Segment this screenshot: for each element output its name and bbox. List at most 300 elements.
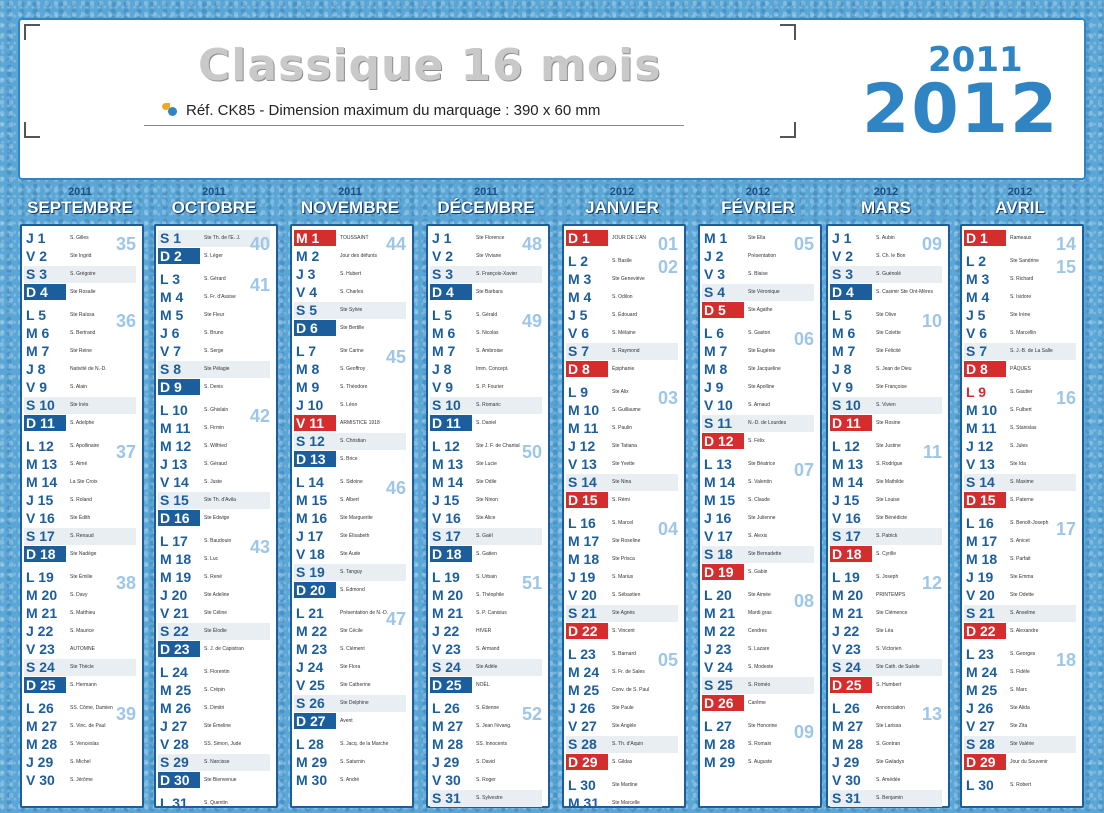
day-row: [964, 533, 1076, 550]
day-label: M 14: [704, 474, 736, 490]
day-label: M 6: [832, 325, 856, 341]
day-label: S 18: [704, 546, 733, 562]
day-row: [158, 754, 270, 771]
saint-name: S. Gilles: [70, 235, 89, 241]
day-row: [566, 438, 678, 455]
day-label: S 24: [832, 659, 861, 675]
day-label: D 4: [830, 284, 872, 300]
saint-name: S. Raymond: [612, 348, 640, 354]
day-label: L 24: [160, 664, 188, 680]
day-label: V 25: [296, 677, 325, 693]
saint-name: S. J. de Capistran: [204, 646, 244, 652]
saint-name: S. Gérard: [204, 276, 226, 282]
saint-name: S. Blaise: [748, 271, 768, 277]
day-row: [158, 641, 270, 658]
day-row: [158, 718, 270, 735]
day-row: [294, 713, 406, 730]
saint-name: Ste Rosine: [876, 420, 901, 426]
year-end: 2012: [862, 70, 1060, 149]
saint-name: Présentation de N.-D.: [340, 610, 389, 616]
saint-name: Ste Geneviève: [612, 276, 645, 282]
day-row: [24, 266, 136, 283]
saint-name: S. Félix: [748, 438, 765, 444]
saint-name: Ste Roseline: [612, 538, 641, 544]
day-label: S 17: [832, 528, 861, 544]
saint-name: S. Cyrille: [876, 551, 897, 557]
saint-name: PRINTEMPS: [876, 592, 906, 598]
day-row: [702, 248, 814, 265]
saint-name: S. Roméo: [748, 682, 771, 688]
saint-name: S. Arnaud: [748, 402, 770, 408]
day-label: M 14: [832, 474, 864, 490]
day-row: [24, 605, 136, 622]
day-row: [830, 325, 942, 342]
saint-name: S. Firmin: [204, 425, 224, 431]
day-row: [964, 569, 1076, 586]
day-label: M 21: [26, 605, 58, 621]
week-number: 05: [657, 650, 678, 670]
day-label: M 18: [160, 551, 192, 567]
saint-name: S. Marius: [612, 574, 634, 580]
day-row: [294, 361, 406, 378]
day-label: S 10: [432, 397, 461, 413]
day-label: V 30: [26, 772, 55, 788]
day-label: J 15: [26, 492, 54, 508]
day-label: M 10: [568, 402, 600, 418]
saint-name: Ste Bénédicte: [876, 515, 908, 521]
day-row: [702, 677, 814, 694]
day-row: [294, 302, 406, 319]
day-label: L 16: [966, 515, 994, 531]
saint-name: S. Benoît-Joseph: [1010, 520, 1049, 526]
day-label: J 8: [832, 361, 852, 377]
day-label: M 27: [26, 718, 58, 734]
saint-name: S. Ch. le Bon: [876, 253, 906, 259]
page-title: Classique 16 mois: [198, 40, 662, 91]
saint-name: S. Clément: [340, 646, 365, 652]
day-row: [702, 433, 814, 450]
saint-name: S. Maurice: [70, 628, 94, 634]
day-row: [566, 700, 678, 717]
day-label: M 6: [432, 325, 456, 341]
day-label: L 5: [832, 307, 852, 323]
day-label: D 16: [158, 510, 200, 526]
day-label: M 30: [296, 772, 328, 788]
saint-name: Ste Raïssa: [70, 312, 95, 318]
month-days-panel: [960, 224, 1084, 808]
month-year: 2012: [1007, 186, 1033, 198]
saint-name: S. Sylvestre: [476, 795, 503, 801]
day-label: D 22: [566, 623, 608, 639]
saint-name: Présentation: [748, 253, 777, 259]
day-row: [830, 528, 942, 545]
month-name: OCTOBRE: [171, 198, 257, 217]
saint-name: TOUSSAINT: [340, 235, 369, 241]
saint-name: S. Geoffroy: [340, 366, 366, 372]
day-label: V 2: [26, 248, 48, 264]
day-label: S 31: [832, 790, 861, 806]
day-row: [430, 325, 542, 342]
saint-name: S. Auguste: [748, 759, 773, 765]
saint-name: Ste Valérie: [1010, 741, 1035, 747]
day-label: J 22: [832, 623, 860, 639]
saint-name: S. Patrick: [876, 533, 898, 539]
day-row: [702, 379, 814, 396]
saint-name: Ste Viviane: [476, 253, 502, 259]
day-label: J 1: [432, 230, 452, 246]
day-row: [964, 402, 1076, 419]
day-label: L 30: [568, 777, 596, 793]
month-name: DÉCEMBRE: [437, 198, 535, 217]
saint-name: Imm. Concept.: [476, 366, 509, 372]
day-row: [24, 641, 136, 658]
day-label: J 19: [568, 569, 596, 585]
saint-name: S. Géraud: [204, 461, 227, 467]
day-row: [294, 397, 406, 414]
day-row: [964, 587, 1076, 604]
day-row: [24, 492, 136, 509]
saint-name: Ste Alice: [476, 515, 496, 521]
day-label: S 3: [26, 266, 48, 282]
saint-name: S. Grégoire: [70, 271, 96, 277]
saint-name: Ste Honorine: [748, 723, 778, 729]
day-row: [294, 510, 406, 527]
saint-name: Ste Cécile: [340, 628, 363, 634]
day-row: [830, 492, 942, 509]
day-label: S 26: [296, 695, 325, 711]
day-label: M 25: [568, 682, 600, 698]
day-label: D 27: [294, 713, 336, 729]
day-label: J 26: [568, 700, 596, 716]
day-row: [566, 492, 678, 509]
saint-name: Ste Emma: [1010, 574, 1034, 580]
day-row: [964, 754, 1076, 771]
day-row: [964, 307, 1076, 324]
saint-name: Ste Léa: [876, 628, 894, 634]
day-label: J 24: [296, 659, 324, 675]
day-row: [294, 659, 406, 676]
saint-name: S. Édouard: [612, 312, 638, 318]
day-row: [702, 754, 814, 771]
saint-name: Ste Flora: [340, 664, 361, 670]
day-label: M 15: [296, 492, 328, 508]
day-label: S 22: [160, 623, 189, 639]
day-label: D 8: [964, 361, 1006, 377]
saint-name: Ste Agathe: [748, 307, 773, 313]
day-label: M 21: [704, 605, 736, 621]
day-label: D 12: [702, 433, 744, 449]
saint-name: S. Jacq. de la Marche: [340, 741, 389, 747]
saint-name: Ste J. F. de Chantal: [476, 443, 520, 449]
day-label: J 29: [432, 754, 460, 770]
day-row: [24, 379, 136, 396]
day-label: M 22: [296, 623, 328, 639]
saint-name: S. Benjamin: [876, 795, 903, 801]
day-row: [294, 415, 406, 432]
saint-name: Ste Céline: [204, 610, 228, 616]
saint-name: S. Étienne: [476, 705, 500, 711]
day-label: M 1: [294, 230, 336, 246]
day-label: D 2: [158, 248, 200, 264]
day-row: [430, 772, 542, 789]
day-row: [702, 695, 814, 712]
month-name: JANVIER: [585, 198, 659, 217]
saint-name: Ste Carine: [340, 348, 364, 354]
week-number: 51: [521, 573, 542, 593]
week-number: 08: [793, 591, 814, 611]
day-label: M 11: [568, 420, 599, 436]
saint-name: PÂQUES: [1010, 366, 1031, 372]
day-row: [158, 569, 270, 586]
crop-mark: [780, 122, 796, 138]
crop-mark: [24, 24, 40, 40]
day-row: [294, 492, 406, 509]
saint-name: S. Jean l'évang.: [476, 723, 512, 729]
day-label: V 16: [432, 510, 461, 526]
day-label: D 25: [430, 677, 472, 693]
day-label: M 26: [160, 700, 192, 716]
day-row: [566, 420, 678, 437]
saint-name: Ste Émeline: [204, 723, 231, 729]
saint-name: S. Basile: [612, 258, 632, 264]
day-row: [24, 284, 136, 301]
saint-name: S. Théodore: [340, 384, 368, 390]
day-label: M 9: [296, 379, 320, 395]
day-label: S 21: [568, 605, 597, 621]
month-column: [152, 186, 276, 811]
day-label: M 17: [966, 533, 998, 549]
day-row: [24, 677, 136, 694]
saint-name: S. Armand: [476, 646, 500, 652]
saint-name: Ste Alix: [612, 389, 629, 395]
day-label: V 3: [704, 266, 726, 282]
day-label: L 19: [832, 569, 860, 585]
day-row: [830, 659, 942, 676]
saint-name: S. Denis: [204, 384, 223, 390]
day-label: L 2: [966, 253, 986, 269]
day-label: M 29: [296, 754, 328, 770]
saint-name: NOËL: [476, 682, 490, 688]
week-number: 11: [922, 442, 942, 462]
saint-name: S. Modeste: [748, 664, 774, 670]
week-number: 40: [249, 234, 270, 254]
day-row: [294, 695, 406, 712]
saint-name: S. Roger: [476, 777, 496, 783]
day-label: J 16: [704, 510, 732, 526]
month-year: 2011: [338, 186, 362, 198]
day-label: M 28: [704, 736, 736, 752]
saint-name: Ste Ninon: [476, 497, 498, 503]
day-label: J 29: [832, 754, 860, 770]
week-number: 15: [1055, 257, 1076, 277]
day-label: V 18: [296, 546, 325, 562]
day-label: V 30: [432, 772, 461, 788]
saint-name: S. Ghislain: [204, 407, 229, 413]
saint-name: S. Gildas: [612, 759, 633, 765]
day-row: [294, 451, 406, 468]
saint-name: S. J.-B. de La Salle: [1010, 348, 1053, 354]
day-row: [24, 343, 136, 360]
day-row: [294, 266, 406, 283]
saint-name: S. Albert: [340, 497, 359, 503]
day-row: [964, 289, 1076, 306]
day-row: [158, 307, 270, 324]
day-label: S 21: [966, 605, 995, 621]
day-label: V 2: [432, 248, 454, 264]
day-row: [566, 777, 678, 794]
day-label: M 8: [296, 361, 320, 377]
saint-name: Ste Mathilde: [876, 479, 904, 485]
saint-name: Ste Apolline: [748, 384, 775, 390]
day-row: [830, 641, 942, 658]
day-row: [158, 474, 270, 491]
month-days-panel: [698, 224, 822, 808]
day-row: [964, 438, 1076, 455]
day-label: M 16: [296, 510, 328, 526]
day-row: [294, 433, 406, 450]
day-label: M 12: [160, 438, 192, 454]
day-row: [830, 623, 942, 640]
day-label: M 3: [568, 271, 592, 287]
week-number: 04: [657, 519, 678, 539]
month-year: 2011: [68, 186, 92, 198]
saint-name: Carême: [748, 700, 766, 706]
day-label: M 20: [26, 587, 58, 603]
day-label: M 17: [568, 533, 600, 549]
day-label: V 16: [832, 510, 861, 526]
week-number: 17: [1055, 519, 1076, 539]
day-row: [702, 415, 814, 432]
day-row: [830, 677, 942, 694]
saint-name: S. André: [340, 777, 360, 783]
day-row: [566, 456, 678, 473]
saint-name: Ste Irène: [1010, 312, 1031, 318]
saint-name: S. Amédée: [876, 777, 901, 783]
saint-name: S. Alain: [70, 384, 87, 390]
saint-name: S. Vivien: [876, 402, 896, 408]
logo-icon: [162, 103, 178, 117]
day-label: M 8: [704, 361, 728, 377]
day-row: [24, 325, 136, 342]
saint-name: Ste Adeline: [204, 592, 230, 598]
day-label: M 20: [832, 587, 864, 603]
saint-name: S. Charles: [340, 289, 364, 295]
day-label: M 6: [26, 325, 50, 341]
saint-name: S. Paulin: [612, 425, 633, 431]
day-label: J 29: [26, 754, 54, 770]
day-label: J 15: [832, 492, 860, 508]
day-label: S 19: [296, 564, 325, 580]
day-row: [830, 266, 942, 283]
day-row: [24, 248, 136, 265]
saint-name: Ste Catherine: [340, 682, 371, 688]
day-label: L 16: [568, 515, 596, 531]
week-number: 14: [1055, 234, 1076, 254]
day-row: [158, 587, 270, 604]
day-label: M 27: [832, 718, 864, 734]
week-number: 18: [1055, 650, 1076, 670]
day-row: [566, 325, 678, 342]
saint-name: SS. Innocents: [476, 741, 508, 747]
month-days-panel: [426, 224, 550, 808]
saint-name: S. Richard: [1010, 276, 1034, 282]
saint-name: Cendres: [748, 628, 767, 634]
saint-name: S. Romaric: [476, 402, 501, 408]
saint-name: S. Marc: [1010, 687, 1028, 693]
saint-name: Ste Bienvenue: [204, 777, 237, 783]
day-label: L 7: [296, 343, 316, 359]
saint-name: Ste Cath. de Suède: [876, 664, 920, 670]
saint-name: S. Parfait: [1010, 556, 1031, 562]
day-row: [158, 736, 270, 753]
day-row: [158, 682, 270, 699]
saint-name: Avent: [340, 718, 353, 724]
saint-name: Ste Marcelle: [612, 800, 640, 806]
day-label: M 21: [432, 605, 464, 621]
day-label: J 8: [26, 361, 46, 377]
month-column: [288, 186, 412, 806]
saint-name: Ste Émilie: [70, 574, 93, 580]
day-row: [702, 659, 814, 676]
day-row: [964, 700, 1076, 717]
day-label: D 15: [964, 492, 1006, 508]
day-label: M 28: [26, 736, 58, 752]
day-row: [830, 248, 942, 265]
saint-name: S. Juste: [204, 479, 223, 485]
month-name: AVRIL: [995, 198, 1045, 217]
saint-name: Conv. de S. Paul: [612, 687, 650, 693]
day-row: [566, 605, 678, 622]
saint-name: S. Guénolé: [876, 271, 902, 277]
day-label: M 5: [160, 307, 184, 323]
saint-name: Ste Paule: [612, 705, 634, 711]
day-row: [830, 546, 942, 563]
day-label: M 21: [832, 605, 864, 621]
saint-name: Ste Yvette: [612, 461, 635, 467]
day-label: V 27: [966, 718, 995, 734]
day-label: S 29: [160, 754, 189, 770]
saint-name: S. Urbain: [476, 574, 497, 580]
day-row: [24, 659, 136, 676]
day-row: [830, 397, 942, 414]
day-row: [830, 474, 942, 491]
week-number: 07: [793, 460, 814, 480]
day-label: L 27: [704, 718, 732, 734]
saint-name: S. Luc: [204, 556, 219, 562]
day-label: J 20: [160, 587, 188, 603]
day-row: [430, 510, 542, 527]
day-row: [158, 420, 270, 437]
day-row: [430, 641, 542, 658]
saint-name: S. Alexandre: [1010, 628, 1039, 634]
day-row: [294, 754, 406, 771]
day-row: [294, 284, 406, 301]
day-label: L 12: [26, 438, 54, 454]
day-row: [430, 248, 542, 265]
day-label: L 5: [26, 307, 46, 323]
saint-name: S. Hubert: [340, 271, 362, 277]
day-row: [566, 289, 678, 306]
month-column: [958, 186, 1082, 806]
day-label: M 4: [568, 289, 592, 305]
day-row: [702, 605, 814, 622]
day-label: D 18: [830, 546, 872, 562]
crop-mark: [780, 24, 796, 40]
day-row: [566, 664, 678, 681]
day-row: [830, 456, 942, 473]
day-label: V 13: [966, 456, 995, 472]
day-row: [430, 718, 542, 735]
